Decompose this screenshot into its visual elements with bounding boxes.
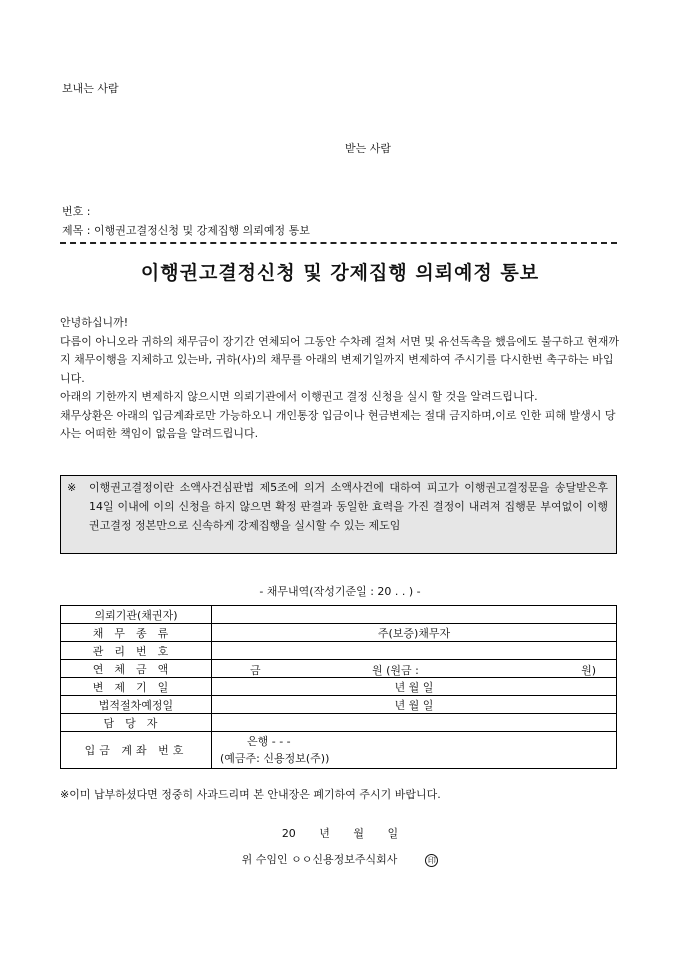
account-holder-line: (예금주: 신용정보(주)) (220, 752, 330, 765)
body-paragraph-3: 채무상환은 아래의 입금계좌로만 가능하오니 개인통장 입금이나 현금변제는 절대 금지하며,이로 인한 피해 발생시 당사는 어떠한 책임이 없음을 알려드립니다. (60, 408, 616, 440)
receiver-label: 받는 사람 (345, 142, 392, 155)
overdue-unit: 원) (581, 664, 596, 677)
body-paragraph-2: 아래의 기한까지 변제하지 않으시면 의뢰기관에서 이행권고 결정 신청을 실시 할 것을 알려드립니다. (60, 390, 538, 403)
body-paragraph-1: 다름이 아니오라 귀하의 채무금이 장기간 연체되어 그동안 수차례 걸쳐 서면 및 유선독촉을 했음에도 불구하고 현재까지 채무이행을 지체하고 있는바, 귀하(사)의 채무를 아래의 변제기일까지 변제하여 주시기를 다시한번 촉구하는 바입니다. (60, 334, 619, 385)
issue-date: 20 년 월 일 (281, 827, 399, 840)
row-label-overdue: 연체금액 (61, 660, 212, 678)
notice-box (60, 475, 617, 554)
row-label-legal-date: 법적절차예정일 (61, 696, 212, 714)
sender-label: 보내는 사람 (62, 82, 119, 95)
debt-type-value: 주(보증)채무자 (377, 626, 451, 640)
signer-name: 위 수임인 ㅇㅇ신용정보주식회사 (241, 853, 398, 866)
table-row (61, 624, 617, 642)
seal-icon: 印 (425, 854, 438, 867)
table-row (61, 714, 617, 732)
row-value-manager (212, 714, 617, 732)
greeting: 안녕하십니까! (60, 316, 129, 329)
row-label-debt-type: 채무종류 (61, 624, 212, 642)
row-value-due-date (212, 678, 617, 696)
table-row (61, 660, 617, 678)
row-value-client (212, 606, 617, 624)
dashed-divider (60, 242, 617, 244)
letter-body (60, 314, 620, 444)
row-label-client: 의뢰기관(채권자) (61, 606, 212, 624)
table-row (61, 606, 617, 624)
notice-text: 이행권고결정이란 소액사건심판법 제5조에 의거 소액사건에 대하여 피고가 이행권고결정문을 송달받은후 14일 이내에 이의 신청을 하지 않으면 확정 판결과 동일한 효력을 가진 결정이 내려져 집행문 부여없이 이행권고결정 정본만으로 신속하게 강제집행을 실시할 수 있는 제도임 (89, 481, 608, 532)
subject-line: 제목 : 이행권고결정신청 및 강제집행 의뢰예정 통보 (62, 224, 310, 237)
row-label-mgmt-no: 관리번호 (61, 642, 212, 660)
table-row (61, 732, 617, 769)
table-row (61, 696, 617, 714)
legal-date-value: 년 월 일 (394, 698, 434, 712)
footnote: ※이미 납부하셨다면 정중히 사과드리며 본 안내장은 폐기하여 주시기 바랍니다. (60, 788, 441, 801)
row-value-legal-date (212, 696, 617, 714)
table-row (61, 642, 617, 660)
number-label: 번호 : (62, 205, 91, 218)
row-value-mgmt-no (212, 642, 617, 660)
due-date-value: 년 월 일 (394, 680, 434, 694)
debt-table (60, 605, 617, 769)
row-label-account: 입금 계좌 번호 (61, 732, 212, 769)
signature-line (0, 851, 680, 867)
reference-mark-icon: ※ (67, 481, 77, 494)
row-value-debt-type (212, 624, 617, 642)
document-title: 이행권고결정신청 및 강제집행 의뢰예정 통보 (140, 262, 540, 284)
account-bank-line: 은행 - - - (247, 735, 291, 748)
overdue-currency: 금 (250, 664, 261, 677)
overdue-principal: 원 (원금 : (372, 664, 419, 677)
row-value-account (212, 732, 617, 769)
debt-table-caption: - 채무내역(작성기준일 : 20 . . ) - (259, 585, 421, 598)
row-value-overdue (212, 660, 617, 678)
row-label-due-date: 변제기일 (61, 678, 212, 696)
row-label-manager: 담당자 (61, 714, 212, 732)
table-row (61, 678, 617, 696)
